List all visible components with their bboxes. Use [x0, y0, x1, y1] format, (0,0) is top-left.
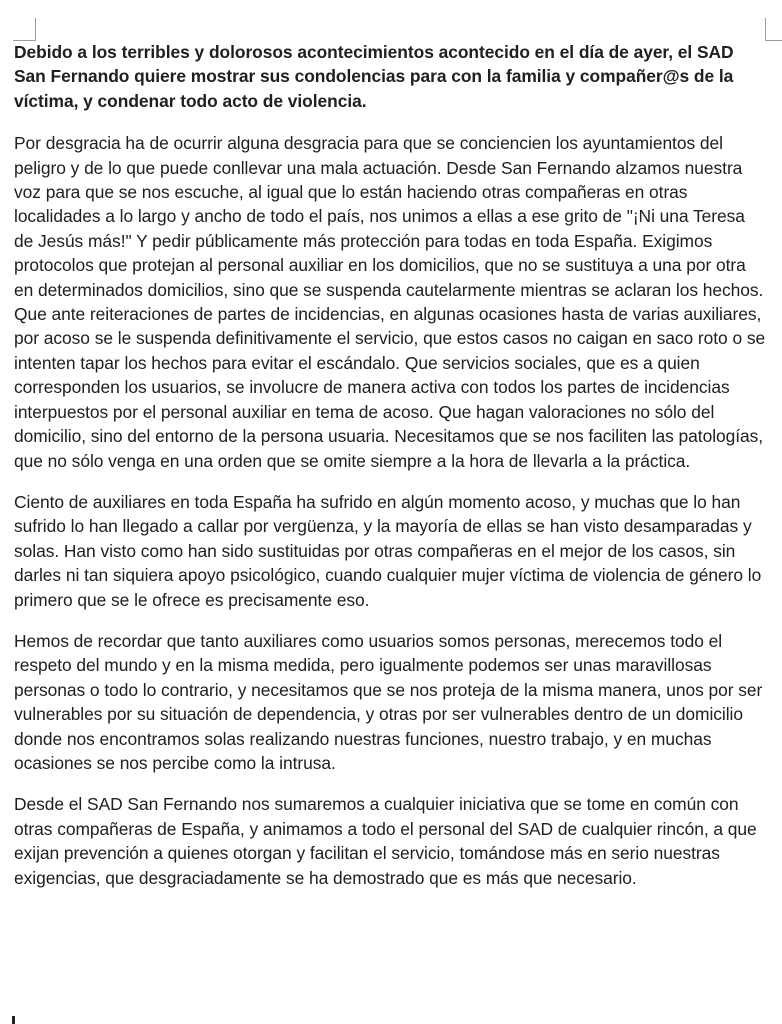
intro-statement: Debido a los terribles y dolorosos acontecimientos acontecido en el día de ayer, el SAD San Fernando quiere mostrar sus condolencias para con la familia y compañer@s de la víctima, y condenar todo acto de violencia. — [14, 42, 734, 111]
paragraph-respect: Hemos de recordar que tanto auxiliares como usuarios somos personas, merecemos todo el respeto del mundo y en la misma medida, pero igualmente podemos ser unas maravillosas personas o todo lo contrario, y necesitamos que se nos proteja de la misma manera, unos por ser vulnerables por su situación de dependencia, y otras por ser vulnerables dentro de un domicilio donde nos encontramos solas realizando nuestras funciones, nuestro trabajo, y en muchas ocasiones se nos percibe como la intrusa. — [14, 630, 763, 773]
crop-mark-top-right — [765, 18, 782, 41]
paragraph-demands: Por desgracia ha de ocurrir alguna desgracia para que se conciencien los ayuntamientos del peligro y de lo que puede conllevar una mala actuación. Desde San Fernando alzamos nuestra voz para que se nos escuche, al igual que lo están haciendo otras compañeras en otras localidades a lo largo y ancho de todo el país, nos unimos a ellas a ese grito de "¡Ni una Teresa de Jesús más!" Y pedir públicamente más protección para todas en toda España. Exigimos protocolos que protejan al personal auxiliar en los domicilios, que no se sustituya a una por otra en determinados domicilios, sino que se suspenda cautelarmente mientras se aclaran los hechos. Que ante reiteraciones de partes de incidencias, en algunas ocasiones hasta de varias auxiliares, por acoso se le suspenda definitivamente el servicio, que estos casos no caigan en saco roto o se intenten tapar los hechos para evitar el escándalo. Que servicios sociales, que es a quien corresponden los usuarios, se involucre de manera activa con todos los partes de incidencias interpuestos por el personal auxiliar en tema de acoso. Que hagan valoraciones no sólo del domicilio, sino del entorno de la persona usuaria. Necesitamos que se nos faciliten las patologías, que no sólo venga en una orden que se omite siempre a la hora de llevarla a la práctica. — [14, 133, 766, 471]
document-body — [14, 40, 766, 907]
paragraph-harassment: Ciento de auxiliares en toda España ha sufrido en algún momento acoso, y muchas que lo han sufrido lo han llegado a callar por vergüenza, y la mayoría de ellas se han visto desamparadas y solas. Han visto como han sido sustituidas por otras compañeras en el mejor de los casos, sin darles ni tan siquiera apoyo psicológico, cuando cualquier mujer víctima de violencia de género lo primero que se le ofrece es precisamente eso. — [14, 491, 762, 610]
paragraph-closing: Desde el SAD San Fernando nos sumaremos a cualquier iniciativa que se tome en común con otras compañeras de España, y animamos a todo el personal del SAD de cualquier rincón, a que exijan prevención a quienes otorgan y facilitan el servicio, tomándose más en serio nuestras exigencias, que desgraciadamente se ha demostrado que es más que necesario. — [14, 794, 757, 888]
crop-mark-top-left — [13, 18, 36, 41]
text-cursor — [12, 1016, 15, 1024]
